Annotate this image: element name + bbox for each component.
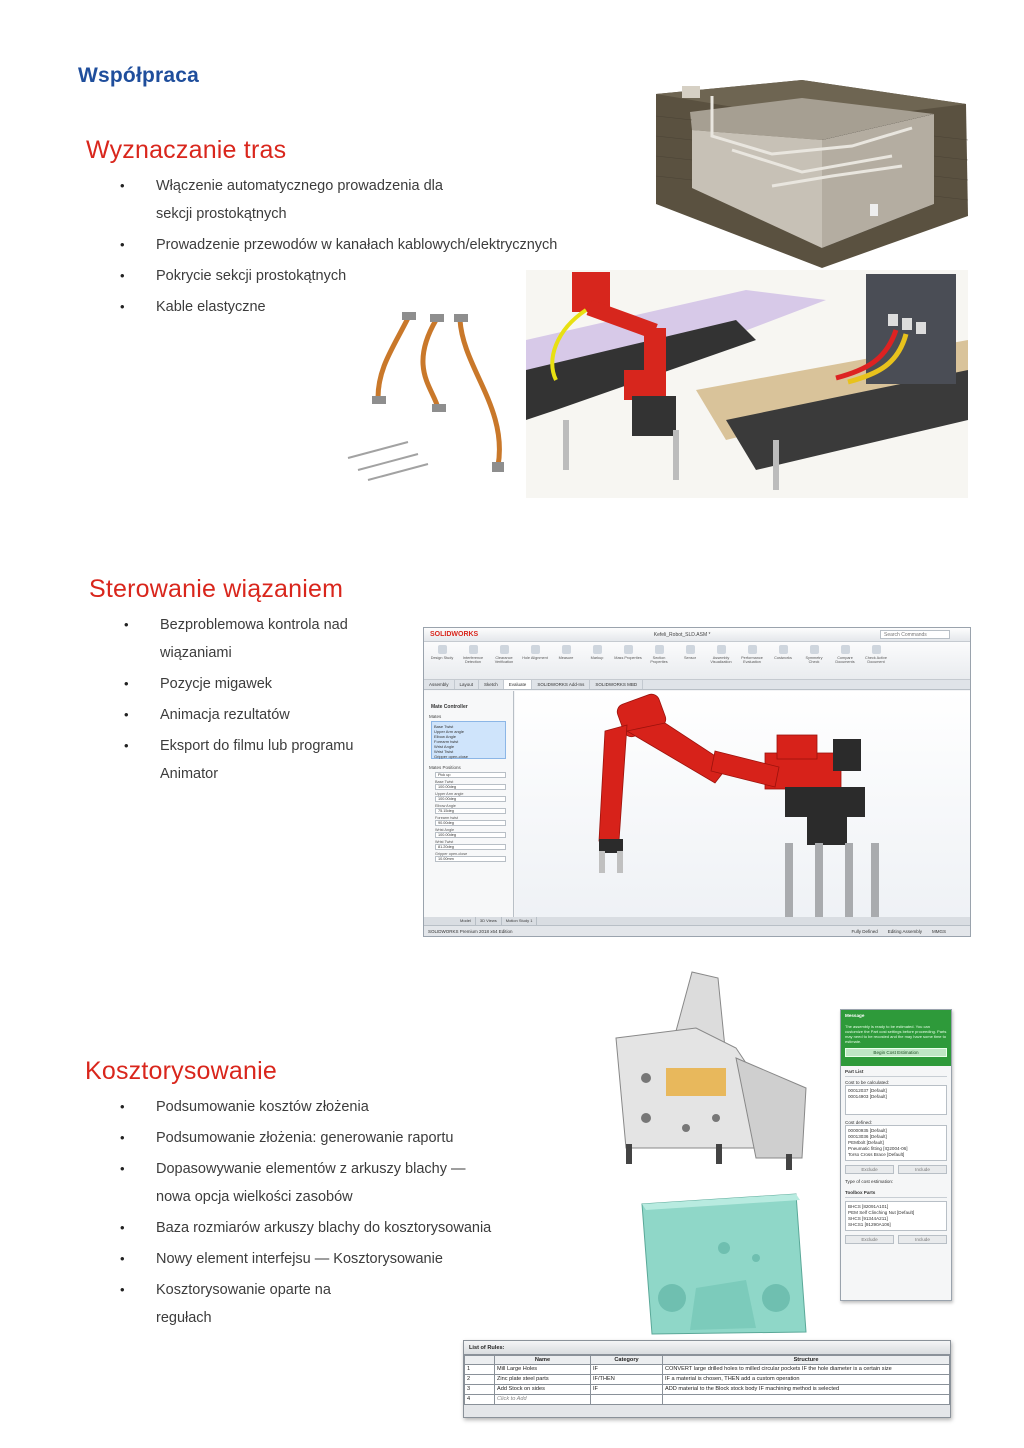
ribbon-button[interactable]: Check Active Document — [862, 645, 890, 676]
ribbon-button[interactable]: Costworks — [769, 645, 797, 676]
part-list-section: Part List Cost to be calculated: 00012037 [Default] 00014903 [Default] Cost defined: 00000935 [Default] 00013036 [Default] PEMbolt [Default] Pneumatic fitting [IQ2004-06] Torso Cross Brace [Default] Exclude Include Type of cost estimation: — [841, 1066, 951, 1187]
positions-group-label: Mates Positions — [429, 765, 461, 770]
table-row[interactable]: 1 Mill Large Holes IF CONVERT large drilled holes to milled circular pockets IF the hole diameter is a certain size — [465, 1365, 950, 1375]
list-item[interactable]: SHCS [91344A211] — [848, 1216, 888, 1221]
list-item: • Pokrycie sekcji prostokątnych — [120, 268, 347, 284]
list-item: • Nowy element interfejsu — Kosztorysowanie — [120, 1251, 443, 1267]
cost-defined-list[interactable] — [845, 1125, 947, 1161]
robot-conveyor-illustration — [526, 270, 968, 498]
mate-field[interactable]: Upper Arm angle 100.00deg — [435, 792, 506, 802]
tab-motion-study[interactable]: Motion Study 1 — [502, 917, 538, 925]
list-item: • Włączenie automatycznego prowadzenia dla sekcji prostokątnych — [120, 178, 443, 222]
list-item[interactable]: PEM Self Clinching Nut [Default] — [848, 1210, 915, 1215]
list-item: • Eksport do filmu lub programu Animator — [124, 738, 354, 782]
status-units: MMGS — [932, 928, 946, 934]
solidworks-window — [423, 627, 971, 937]
flex-cable-illustration — [338, 308, 518, 488]
ribbon-button[interactable]: Sensor — [676, 645, 704, 676]
table-row[interactable]: 4 Click to Add — [465, 1395, 950, 1405]
list-item: • Baza rozmiarów arkuszy blachy do kosztorysowania — [120, 1220, 492, 1236]
tab-sketch[interactable]: Sketch — [479, 680, 504, 689]
list-item: • Animacja rezultatów — [124, 707, 290, 723]
ribbon-button[interactable]: Assembly Visualization — [707, 645, 735, 676]
sw-graphics-area[interactable] — [515, 691, 971, 926]
list-item[interactable]: PEMbolt [Default] — [848, 1140, 884, 1145]
mate-field[interactable]: Elbow Angle 75.15deg — [435, 804, 506, 814]
sw-search-input[interactable]: Search Commands — [880, 630, 950, 639]
sw-logo: SOLIDWORKS — [430, 631, 479, 638]
robot-arm-model — [515, 691, 971, 926]
mate-field[interactable]: Wrist Twist 81.20deg — [435, 840, 506, 850]
list-item[interactable]: Forearm twist — [434, 739, 459, 744]
ribbon-button[interactable]: Interference Detection — [459, 645, 487, 676]
ribbon-button[interactable]: Hole Alignment — [521, 645, 549, 676]
routing-section-title: Wyznaczanie tras — [86, 136, 287, 164]
sw-titlebar — [424, 628, 970, 642]
position-select[interactable]: Pick up — [435, 772, 506, 778]
ribbon-button[interactable]: Performance Evaluation — [738, 645, 766, 676]
exclude-button[interactable]: Exclude — [845, 1165, 894, 1174]
mate-control-bullet-list — [124, 611, 424, 791]
table-row[interactable]: 3 Add Stock on sides IF ADD material to the Block stock body IF machining method is selected — [465, 1385, 950, 1395]
tab-model[interactable]: Model — [456, 917, 476, 925]
toolbox-exclude-button[interactable]: Exclude — [845, 1235, 894, 1244]
list-item[interactable]: Wrist Angle — [434, 744, 455, 749]
list-item[interactable]: Elbow Angle — [434, 734, 457, 739]
costing-bullet-list — [120, 1093, 540, 1335]
panel-title: Mate Controller — [431, 704, 468, 710]
mates-group-label: Mates — [429, 714, 442, 719]
list-item: • Dopasowywanie elementów z arkuszy blachy — nowa opcja wielkości zasobów — [120, 1161, 466, 1205]
include-button[interactable]: Include — [898, 1165, 947, 1174]
ribbon-button[interactable]: Measure — [552, 645, 580, 676]
page-title: Współpraca — [78, 64, 200, 87]
table-row[interactable]: 2 Zinc plate steel parts IF/THEN IF a material is chosen, THEN add a custom operation — [465, 1375, 950, 1385]
tab-evaluate[interactable]: Evaluate — [504, 680, 533, 689]
ribbon-button[interactable]: Mass Properties — [614, 645, 642, 676]
rules-table — [464, 1355, 950, 1405]
list-item: • Bezproblemowa kontrola nad wiązaniami — [124, 617, 348, 661]
list-item[interactable]: Gripper open-close — [434, 754, 469, 759]
toolbox-section: Toolbox Parts BHCS [82091A101] PEM Self Clinching Nut [Default] SHCS [91344A211] SHCS1 [91290A106] Exclude Include — [841, 1187, 951, 1247]
sw-status-bar — [424, 925, 970, 936]
list-item[interactable]: Base Twist — [434, 724, 454, 729]
tab-assembly[interactable]: Assembly — [424, 680, 455, 689]
ribbon-button[interactable]: Symmetry Check — [800, 645, 828, 676]
click-to-add-cell[interactable]: Click to Add — [495, 1395, 591, 1405]
list-item: • Pozycje migawek — [124, 676, 273, 692]
to-calculate-list[interactable] — [845, 1085, 947, 1115]
column-header: Category — [591, 1356, 663, 1365]
mate-field[interactable]: Wrist Angle 100.00deg — [435, 828, 506, 838]
sw-bottom-tabs — [424, 917, 970, 925]
ribbon-button[interactable]: Design Study — [428, 645, 456, 676]
list-item: • Podsumowanie kosztów złożenia — [120, 1099, 369, 1115]
tab-3d-views[interactable]: 3D Views — [476, 917, 502, 925]
rules-table-title: List of Rules: — [464, 1341, 950, 1355]
toolbox-include-button[interactable]: Include — [898, 1235, 947, 1244]
mate-field[interactable]: Base Twist 100.00deg — [435, 780, 506, 790]
list-item[interactable]: BHCS [82091A101] — [848, 1204, 889, 1209]
ribbon-button[interactable]: Section Properties — [645, 645, 673, 676]
list-item[interactable]: 00000935 [Default] — [848, 1128, 887, 1133]
list-item[interactable]: Pneumatic fitting [IQ2004-06] — [848, 1146, 908, 1151]
column-header: Structure — [663, 1356, 950, 1365]
sw-command-tabs — [424, 680, 970, 690]
tab-addins[interactable]: SOLIDWORKS Add-Ins — [532, 680, 590, 689]
column-header — [465, 1356, 495, 1365]
sheet-metal-assembly-illustration — [606, 968, 836, 1338]
ribbon-button[interactable]: Compare Documents — [831, 645, 859, 676]
column-header: Name — [495, 1356, 591, 1365]
list-item[interactable]: SHCS1 [91290A106] — [848, 1222, 891, 1227]
status-mode: Editing Assembly — [887, 928, 922, 934]
status-edition: SOLIDWORKS Premium 2018 x64 Edition — [428, 928, 513, 934]
list-item: • Kable elastyczne — [120, 299, 266, 315]
tab-mbd[interactable]: SOLIDWORKS MBD — [590, 680, 643, 689]
list-item[interactable]: 00012037 [Default] — [848, 1088, 887, 1093]
mates-list[interactable] — [431, 721, 506, 759]
rules-table-window — [463, 1340, 951, 1418]
tab-layout[interactable]: Layout — [455, 680, 480, 689]
list-item: • Podsumowanie złożenia: generowanie raportu — [120, 1130, 454, 1146]
toolbox-list[interactable] — [845, 1201, 947, 1231]
list-item[interactable]: 00013036 [Default] — [848, 1134, 887, 1139]
sw-ribbon — [424, 642, 970, 680]
cable-tray-room-illustration — [652, 76, 970, 272]
list-item[interactable]: Upper Arm angle — [434, 729, 465, 734]
costing-section-title: Kosztorysowanie — [85, 1057, 277, 1085]
list-item[interactable]: Wrist Twist — [434, 749, 454, 754]
list-item[interactable]: Torso Cross Brace [Default] — [848, 1152, 905, 1157]
costing-task-pane — [840, 1009, 952, 1301]
ribbon-button[interactable]: Clearance Verification — [490, 645, 518, 676]
status-defined: Fully Defined — [851, 928, 878, 934]
list-item: • Prowadzenie przewodów w kanałach kablowych/elektrycznych — [120, 237, 558, 253]
costing-message: Message The assembly is ready to be estimated. You can customize the Part cost settings before proceeding. Parts may need to be recosted and the may have some time to estimate. Begin Cost Estimation — [841, 1010, 951, 1066]
mate-field[interactable]: Gripper open-close 10.00mm — [435, 852, 506, 862]
list-item[interactable]: 00014903 [Default] — [848, 1094, 887, 1099]
sw-document-name: Kefeli_Robot_SLD.ASM * — [653, 631, 711, 638]
begin-cost-estimation-button[interactable]: Begin Cost Estimation — [845, 1048, 947, 1057]
list-item: • Kosztorysowanie oparte na regułach — [120, 1282, 331, 1326]
mate-field[interactable]: Forearm twist 90.00deg — [435, 816, 506, 826]
ribbon-button[interactable]: Markup — [583, 645, 611, 676]
sw-property-manager — [424, 691, 514, 926]
mate-control-section-title: Sterowanie wiązaniem — [89, 575, 344, 603]
